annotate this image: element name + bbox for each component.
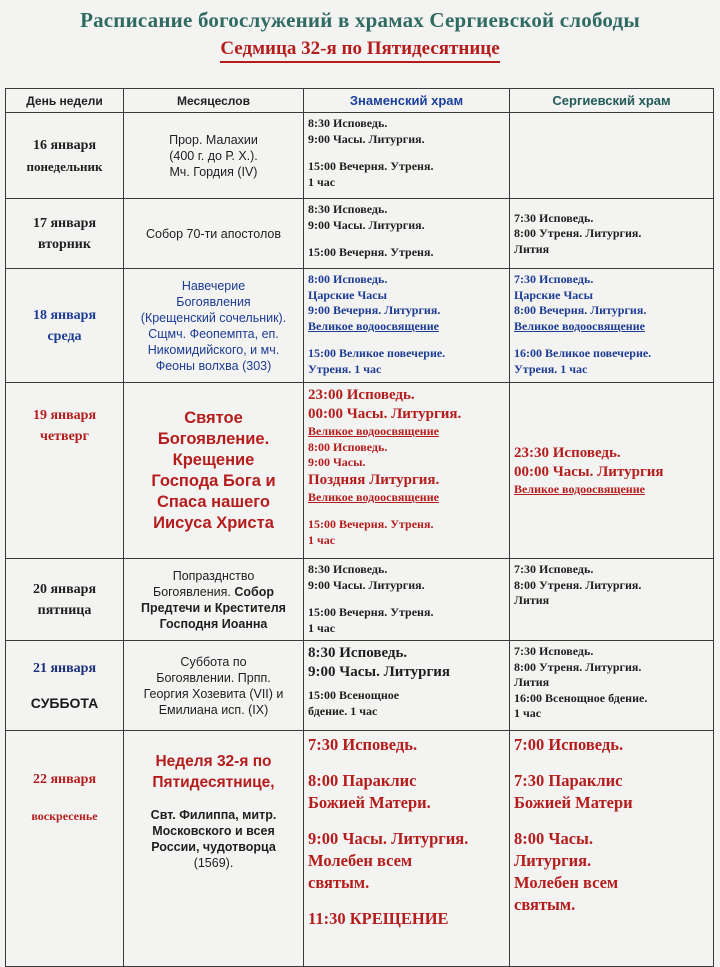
service-line: 00:00 Часы. Литургия [514,464,664,481]
sergievsky-cell [510,559,714,641]
calendar-line: (1569). [193,856,234,870]
calendar-feast-line: Богоявления [176,294,251,309]
header-row [6,89,714,113]
schedule-table [5,88,714,967]
service-line: Царские Часы [514,287,593,302]
page-title: Расписание богослужений в храмах Сергиевской слободы [80,8,640,32]
service-line: 8:00 Часы. [514,829,594,848]
service-line: 00:00 Часы. Литургия. [308,406,462,422]
day-cell [6,113,124,199]
day-weekday: понедельник [26,158,103,174]
znamensky-cell [304,269,510,383]
day-weekday: четверг [40,429,89,444]
day-date: 21 января [32,660,97,676]
znamensky-cell [304,559,510,641]
service-line: 8:00 Исповедь. [308,439,388,454]
service-line: Литургия. [514,851,592,870]
day-weekday: пятница [37,602,92,618]
service-line: Утреня. 1 час [308,361,382,376]
service-line: святым. [308,873,370,892]
service-line: Царские Часы [308,287,387,302]
calendar-line: Богоявления. [152,584,235,599]
service-line: 8:30 Исповедь. [308,645,408,661]
service-line: 9:00 Часы. Литургия. [308,829,469,848]
service-line: Поздняя Литургия. [308,471,440,488]
service-line: 8:00 Исповедь. [308,272,388,286]
table-row [6,383,714,559]
sergievsky-cell [510,383,714,559]
calendar-line: Собор 70-ти апостолов [146,226,281,241]
col-day-header: День недели [6,89,124,113]
znamensky-cell [304,113,510,199]
calendar-cell [124,731,304,967]
calendar-feast-line: Навечерие [181,278,246,293]
calendar-line-bold: Собор [234,584,275,599]
calendar-line: Никомидийского, и мч. [147,342,280,357]
service-line: 8:00 Утреня. Литургия. [514,226,642,241]
day-date: 18 января [32,307,97,323]
service-line: 7:00 Исповедь. [514,735,624,754]
sergievsky-cell [510,641,714,731]
day-weekday: СУББОТА [30,694,99,711]
calendar-line-bold: Господня Иоанна [159,616,268,631]
service-line: Молебен всем [514,873,619,892]
day-date: 19 января [32,408,97,423]
calendar-line: Мч. Гордия (IV) [169,164,258,179]
service-line: 16:00 Великое повечерие. [514,346,652,360]
table-row [6,269,714,383]
service-line: Божией Матери. [308,793,431,812]
calendar-line: Богоявлении. Прпп. [156,670,271,685]
day-date: 16 января [32,137,97,153]
service-line: 9:00 Вечерня. Литургия. [308,303,441,317]
service-line-underlined: Великое водоосвящение [308,318,439,333]
service-line-underlined: Великое водоосвящение [308,489,439,504]
service-line: 8:00 Утреня. Литургия. [514,577,642,592]
service-line: 7:30 Исповедь. [514,562,594,576]
znamensky-cell [304,641,510,731]
sergievsky-cell [510,269,714,383]
day-date: 17 января [32,215,97,231]
service-line: 15:00 Великое повечерие. [308,346,446,360]
service-line: Божией Матери [514,793,633,812]
service-line: 1 час [514,706,542,720]
day-cell [6,383,124,559]
calendar-line: Московского и всея [152,824,275,838]
calendar-feast-line: Неделя 32-я по [155,753,272,770]
calendar-cell [124,113,304,199]
sergievsky-cell [510,113,714,199]
service-line-underlined: Великое водоосвящение [308,424,439,438]
day-cell [6,731,124,967]
service-line: бдение. 1 час [308,703,378,718]
day-cell [6,559,124,641]
service-line: 7:30 Исповедь. [514,210,594,225]
day-cell [6,641,124,731]
calendar-cell [124,269,304,383]
calendar-line: Иисуса Христа [153,513,274,532]
calendar-line: Святое [184,408,243,427]
service-line: 23:30 Исповедь. [514,445,621,462]
col-sergievsky-header: Сергиевский храм [510,89,714,113]
service-line: 1 час [308,532,336,547]
calendar-cell [124,199,304,269]
calendar-feast-line: Пятидесятнице, [152,774,275,791]
service-line: 23:00 Исповедь. [308,387,415,403]
service-line: 11:30 КРЕЩЕНИЕ [308,909,449,928]
znamensky-cell [304,199,510,269]
service-line-underlined: Великое водоосвящение [514,482,645,497]
service-line: святым. [514,895,576,914]
calendar-line: Суббота по [180,654,247,669]
day-date: 22 января [32,772,97,787]
day-weekday: среда [47,328,82,344]
service-line: 8:30 Исповедь. [308,202,388,216]
sergievsky-cell [510,731,714,967]
calendar-line: Попразднство [172,568,255,583]
sergievsky-cell [510,199,714,269]
service-line: 8:30 Исповедь. [308,116,388,130]
table-row [6,641,714,731]
col-znamensky-header: Знаменский храм [304,89,510,113]
calendar-line: Свт. Филиппа, митр. [150,808,277,822]
service-line: Утреня. 1 час [514,361,588,376]
service-line: 9:00 Часы. Литургия. [308,131,425,146]
calendar-line: Георгия Хозевита (VII) и [143,686,284,701]
calendar-cell [124,383,304,559]
calendar-line: (400 г. до Р. Х.). [169,148,258,163]
table-row [6,113,714,199]
col-calendar-header: Месяцеслов [124,89,304,113]
service-line: 15:00 Всенощное [308,688,400,702]
service-line: Лития [514,675,550,689]
calendar-line: России, чудотворца [151,840,276,854]
table-row [6,731,714,967]
page-subtitle: Седмица 32-я по Пятидесятнице [220,38,499,63]
service-line: 8:00 Вечерня. Литургия. [514,303,647,317]
service-line: Лития [514,593,550,607]
service-line: 8:00 Утреня. Литургия. [514,659,642,674]
service-line: 16:00 Всенощное бдение. [514,690,648,705]
service-line: 7:30 Исповедь. [514,272,594,286]
service-line: 7:30 Исповедь. [514,644,594,658]
znamensky-cell [304,383,510,559]
table-row [6,199,714,269]
day-cell [6,199,124,269]
service-line: 9:00 Часы. Литургия. [308,577,425,592]
service-line: 8:00 Параклис [308,771,417,790]
calendar-line: Прор. Малахии [169,132,258,147]
calendar-line: (Крещенский сочельник). [140,310,287,325]
service-line: Молебен всем [308,851,413,870]
table-row [6,559,714,641]
calendar-line: Господа Бога и [151,471,276,490]
service-line: 15:00 Вечерня. Утреня. [308,517,434,531]
service-line: 7:30 Параклис [514,771,623,790]
calendar-line: Феоны волхва (303) [155,358,272,373]
znamensky-cell [304,731,510,967]
calendar-line-bold: Предтечи и Крестителя [141,600,286,615]
service-line: 9:00 Часы. Литургия. [308,217,425,232]
calendar-line: Емилиана исп. (IX) [158,702,269,717]
service-line: 7:30 Исповедь. [308,735,418,754]
calendar-line: Крещение [172,450,255,469]
calendar-line: Спаса нашего [156,492,270,511]
service-line-underlined: Великое водоосвящение [514,318,645,333]
day-cell [6,269,124,383]
service-line: 15:00 Вечерня. Утреня. [308,159,434,173]
day-weekday: воскресенье [31,809,98,823]
service-line: 1 час [308,174,336,189]
service-line: 9:00 Часы. [308,455,366,469]
calendar-line: Богоявление. [157,429,270,448]
service-line: Лития [514,241,550,256]
service-line: 15:00 Вечерня. Утреня. [308,605,434,619]
calendar-line: Сщмч. Феопемпта, еп. [148,326,279,341]
day-weekday: вторник [38,236,91,252]
calendar-cell [124,559,304,641]
service-line: 15:00 Вечерня. Утреня. [308,245,434,259]
subtitle-wrap [0,38,720,63]
calendar-cell [124,641,304,731]
service-line: 1 час [308,620,336,635]
service-line: 9:00 Часы. Литургия [308,664,451,680]
day-date: 20 января [32,581,97,597]
service-line: 8:30 Исповедь. [308,562,388,576]
